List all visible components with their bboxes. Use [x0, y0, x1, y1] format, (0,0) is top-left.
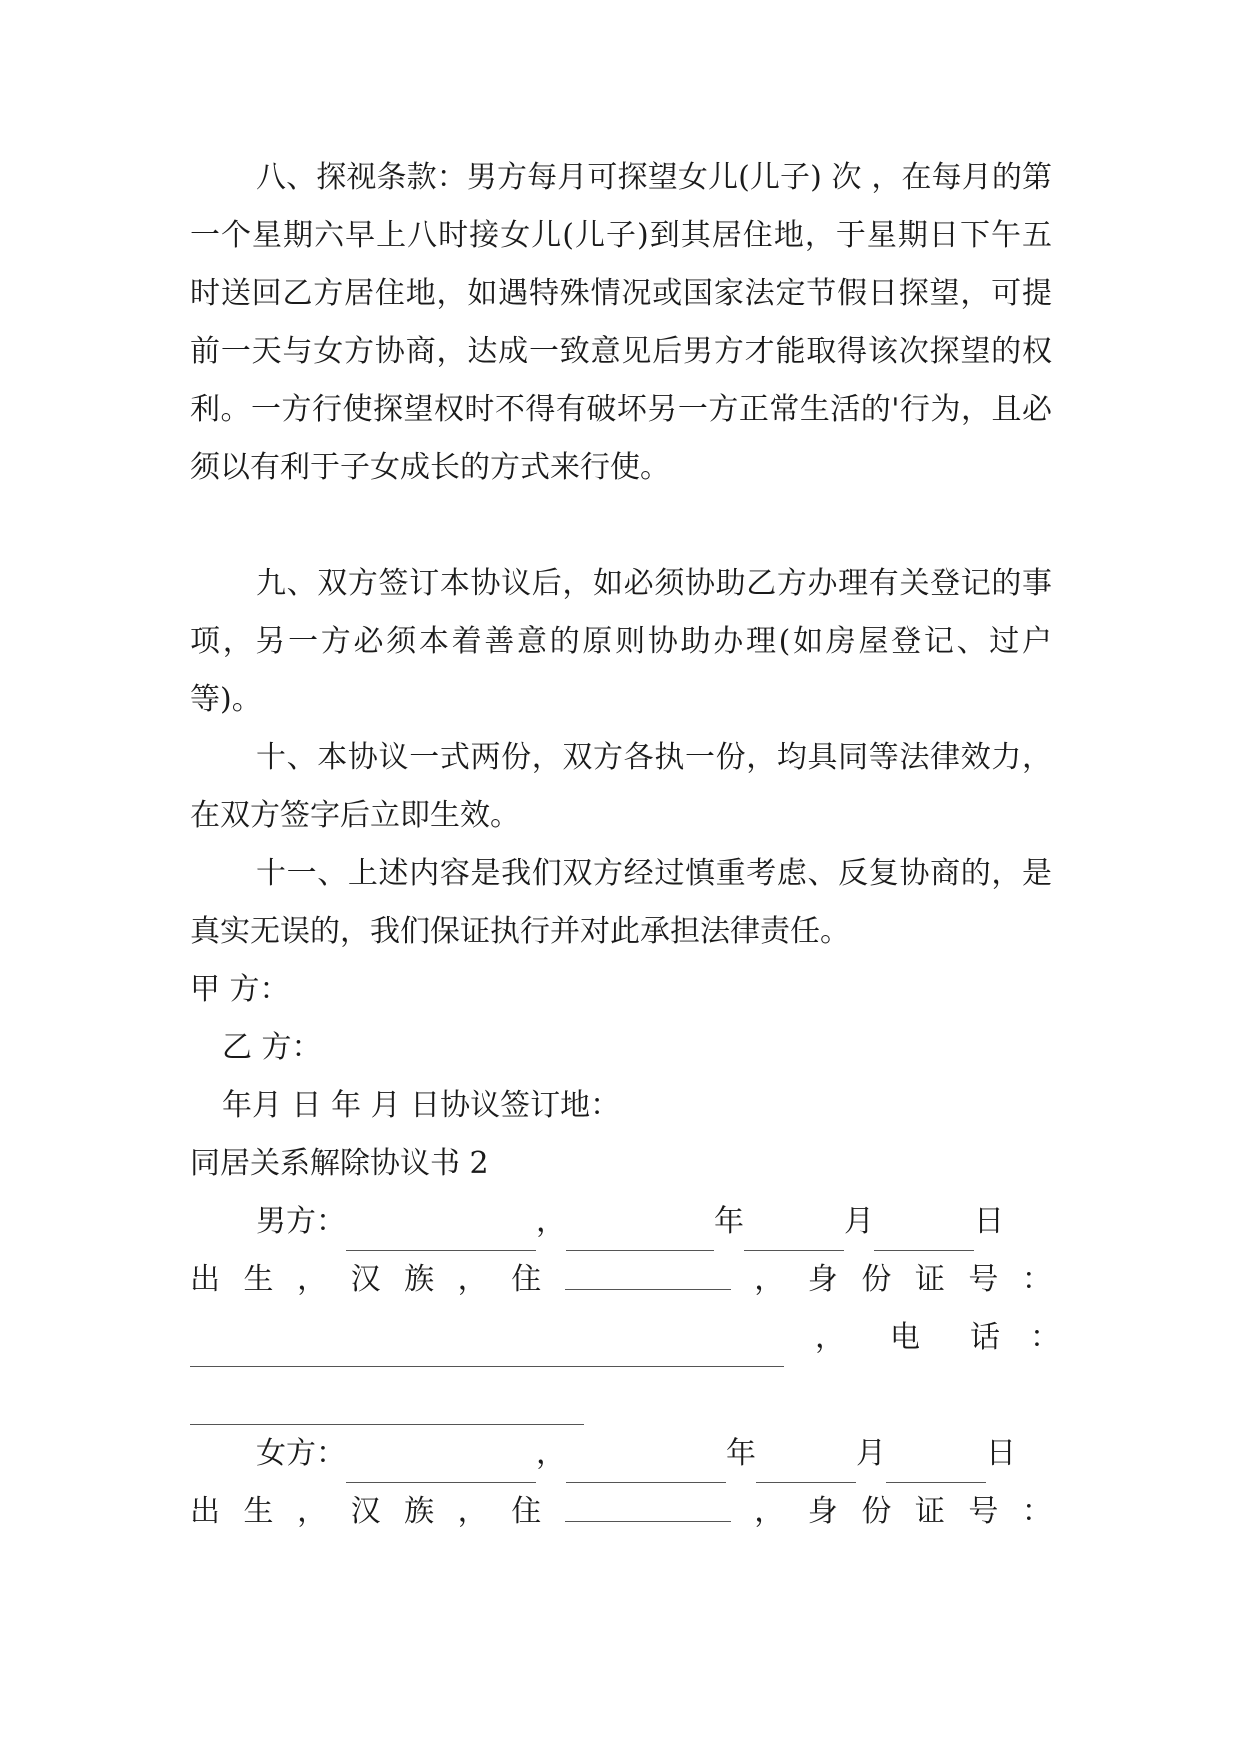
female-birth-year-blank: [566, 1444, 726, 1483]
male-born-char-1: 出: [190, 1262, 220, 1297]
female-id-char-2: 份: [861, 1494, 892, 1529]
female-ethnicity-char-2: 族: [404, 1494, 435, 1529]
male-id-colon: ：: [1021, 1262, 1052, 1297]
male-name-blank: [346, 1212, 536, 1251]
female-born-char-1: 出: [190, 1494, 220, 1529]
female-born-char-2: 生: [243, 1494, 274, 1529]
male-address-blank: [565, 1251, 731, 1290]
doc2-title: 同居关系解除协议书 2: [190, 1146, 489, 1181]
female-birth-day-blank: [886, 1444, 986, 1483]
male-born-char-2: 生: [243, 1262, 274, 1297]
male-label: 男方：: [256, 1204, 346, 1239]
female-address-label: 住: [511, 1494, 542, 1529]
male-id-char-4: 号: [968, 1262, 999, 1297]
male-phone-blank: [190, 1386, 584, 1425]
male-comma: ，: [536, 1204, 566, 1239]
male-comma-4: ，: [815, 1320, 845, 1355]
female-id-char-4: 号: [968, 1494, 999, 1529]
male-month-label: 月: [844, 1204, 874, 1239]
clause-8-text: 八、探视条款：男方每月可探望女儿(儿子) 次 ，在每月的第一个星期六早上八时接女儿(儿子)到其居住地，于星期日下午五时送回乙方居住地，如遇特殊情况或国家法定节假日探望，可提前一天与女方协商，达成一致意见后男方才能取得该次探望的权利。一方行使探望权时不得有破坏另一方正常生活的'行为，且必须以有利于子女成长的方式来行使。: [190, 160, 1052, 485]
male-phone-colon: ：: [1030, 1320, 1060, 1355]
female-id-char-1: 身: [807, 1494, 838, 1529]
female-name-row: [256, 1425, 1016, 1483]
male-name-row: [256, 1193, 1004, 1251]
male-id-phone-row: [190, 1309, 1060, 1367]
male-id-char-3: 证: [914, 1262, 945, 1297]
female-month-label: 月: [856, 1436, 886, 1471]
male-comma-1: ，: [297, 1262, 328, 1297]
female-id-colon: ：: [1021, 1494, 1052, 1529]
male-ethnicity-char-1: 汉: [350, 1262, 381, 1297]
male-address-label: 住: [511, 1262, 542, 1297]
male-birth-day-blank: [874, 1212, 974, 1251]
male-birth-year-blank: [566, 1212, 714, 1251]
clause-9: [190, 555, 1052, 729]
female-day-label: 日: [986, 1436, 1016, 1471]
clause-11-text: 十一、上述内容是我们双方经过慎重考虑、反复协商的，是真实无误的，我们保证执行并对此承担法律责任。: [190, 856, 1052, 949]
male-phone-row: [190, 1367, 584, 1425]
female-comma-2: ，: [457, 1494, 488, 1529]
female-ethnicity-char-1: 汉: [350, 1494, 381, 1529]
male-day-label: 日: [974, 1204, 1004, 1239]
clause-11: [190, 845, 1052, 961]
clause-8: [190, 149, 1052, 497]
female-year-label: 年: [726, 1436, 756, 1471]
female-name-blank: [346, 1444, 536, 1483]
male-id-char-2: 份: [861, 1262, 892, 1297]
party-b-label: 乙 方：: [222, 1030, 322, 1065]
sign-date-line: 年月 日 年 月 日协议签订地：: [222, 1088, 621, 1123]
female-address-blank: [565, 1483, 731, 1522]
male-phone-char-1: 电: [890, 1320, 920, 1355]
male-comma-2: ，: [457, 1262, 488, 1297]
male-info-row: [190, 1251, 1052, 1309]
female-birth-month-blank: [756, 1444, 856, 1483]
female-id-char-3: 证: [914, 1494, 945, 1529]
male-ethnicity-char-2: 族: [404, 1262, 435, 1297]
party-a-label: 甲 方：: [190, 972, 290, 1007]
male-birth-month-blank: [744, 1212, 844, 1251]
female-comma: ，: [536, 1436, 566, 1471]
female-info-row: [190, 1483, 1052, 1541]
female-comma-3: ，: [754, 1494, 785, 1529]
clause-9-text: 九、双方签订本协议后，如必须协助乙方办理有关登记的事项，另一方必须本着善意的原则协助办理(如房屋登记、过户等)。: [190, 566, 1052, 717]
male-comma-3: ，: [754, 1262, 785, 1297]
male-id-char-1: 身: [807, 1262, 838, 1297]
clause-10: [190, 729, 1052, 845]
male-id-number-blank: [190, 1328, 784, 1367]
clause-10-text: 十、本协议一式两份，双方各执一份，均具同等法律效力，在双方签字后立即生效。: [190, 740, 1052, 833]
female-comma-1: ，: [297, 1494, 328, 1529]
male-phone-char-2: 话: [970, 1320, 1000, 1355]
male-year-label: 年: [714, 1204, 744, 1239]
female-label: 女方：: [256, 1436, 346, 1471]
